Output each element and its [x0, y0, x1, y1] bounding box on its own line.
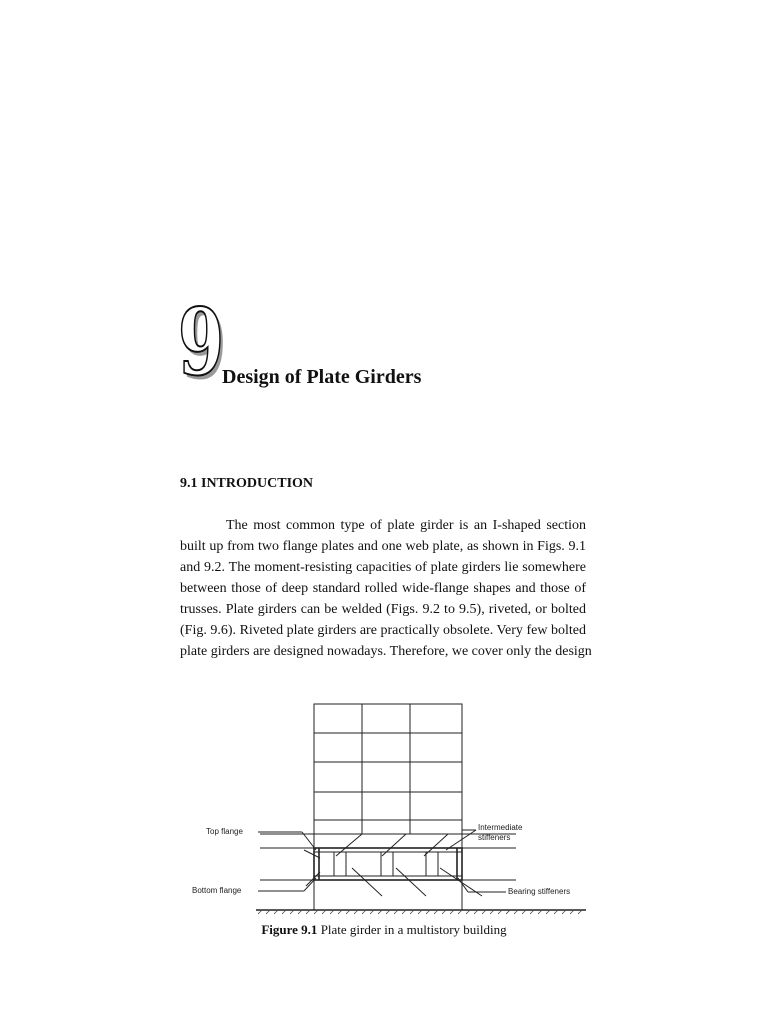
chapter-number: 9	[178, 288, 225, 396]
figure-caption	[0, 922, 768, 938]
paragraph-line: built up from two flange plates and one web plate, as shown in Figs. 9.1	[180, 539, 586, 554]
upper-tower-frame	[314, 704, 462, 834]
label-top-flange: Top flange	[206, 827, 243, 836]
paragraph-line: plate girders are designed nowadays. Therefore, we cover only the design	[180, 644, 592, 659]
plate-girder	[314, 848, 462, 880]
paragraph-line: between those of deep standard rolled wide-flange shapes and those of	[180, 581, 586, 596]
paragraph-line: trusses. Plate girders can be welded (Figs. 9.2 to 9.5), riveted, or bolted	[180, 602, 586, 617]
label-bottom-flange: Bottom flange	[192, 886, 242, 895]
intro-paragraph	[180, 515, 592, 662]
label-intermediate-1: Intermediate	[478, 823, 523, 832]
paragraph-line: The most common type of plate girder is an I-shaped section	[226, 518, 586, 533]
label-intermediate-2: stiffeners	[478, 833, 511, 842]
paragraph-line: (Fig. 9.6). Riveted plate girders are practically obsolete. Very few bolted	[180, 623, 586, 638]
chapter-title: Design of Plate Girders	[222, 366, 422, 388]
section-heading: 9.1 INTRODUCTION	[180, 476, 314, 491]
caption-label: Figure 9.1	[261, 922, 318, 937]
caption-text: Plate girder in a multistory building	[320, 922, 507, 937]
paragraph-line: and 9.2. The moment-resisting capacities of plate girders lie somewhere	[180, 560, 586, 575]
building-diagram	[186, 700, 592, 920]
label-bearing-stiffeners: Bearing stiffeners	[508, 887, 571, 896]
figure-plate-girder	[186, 700, 592, 920]
